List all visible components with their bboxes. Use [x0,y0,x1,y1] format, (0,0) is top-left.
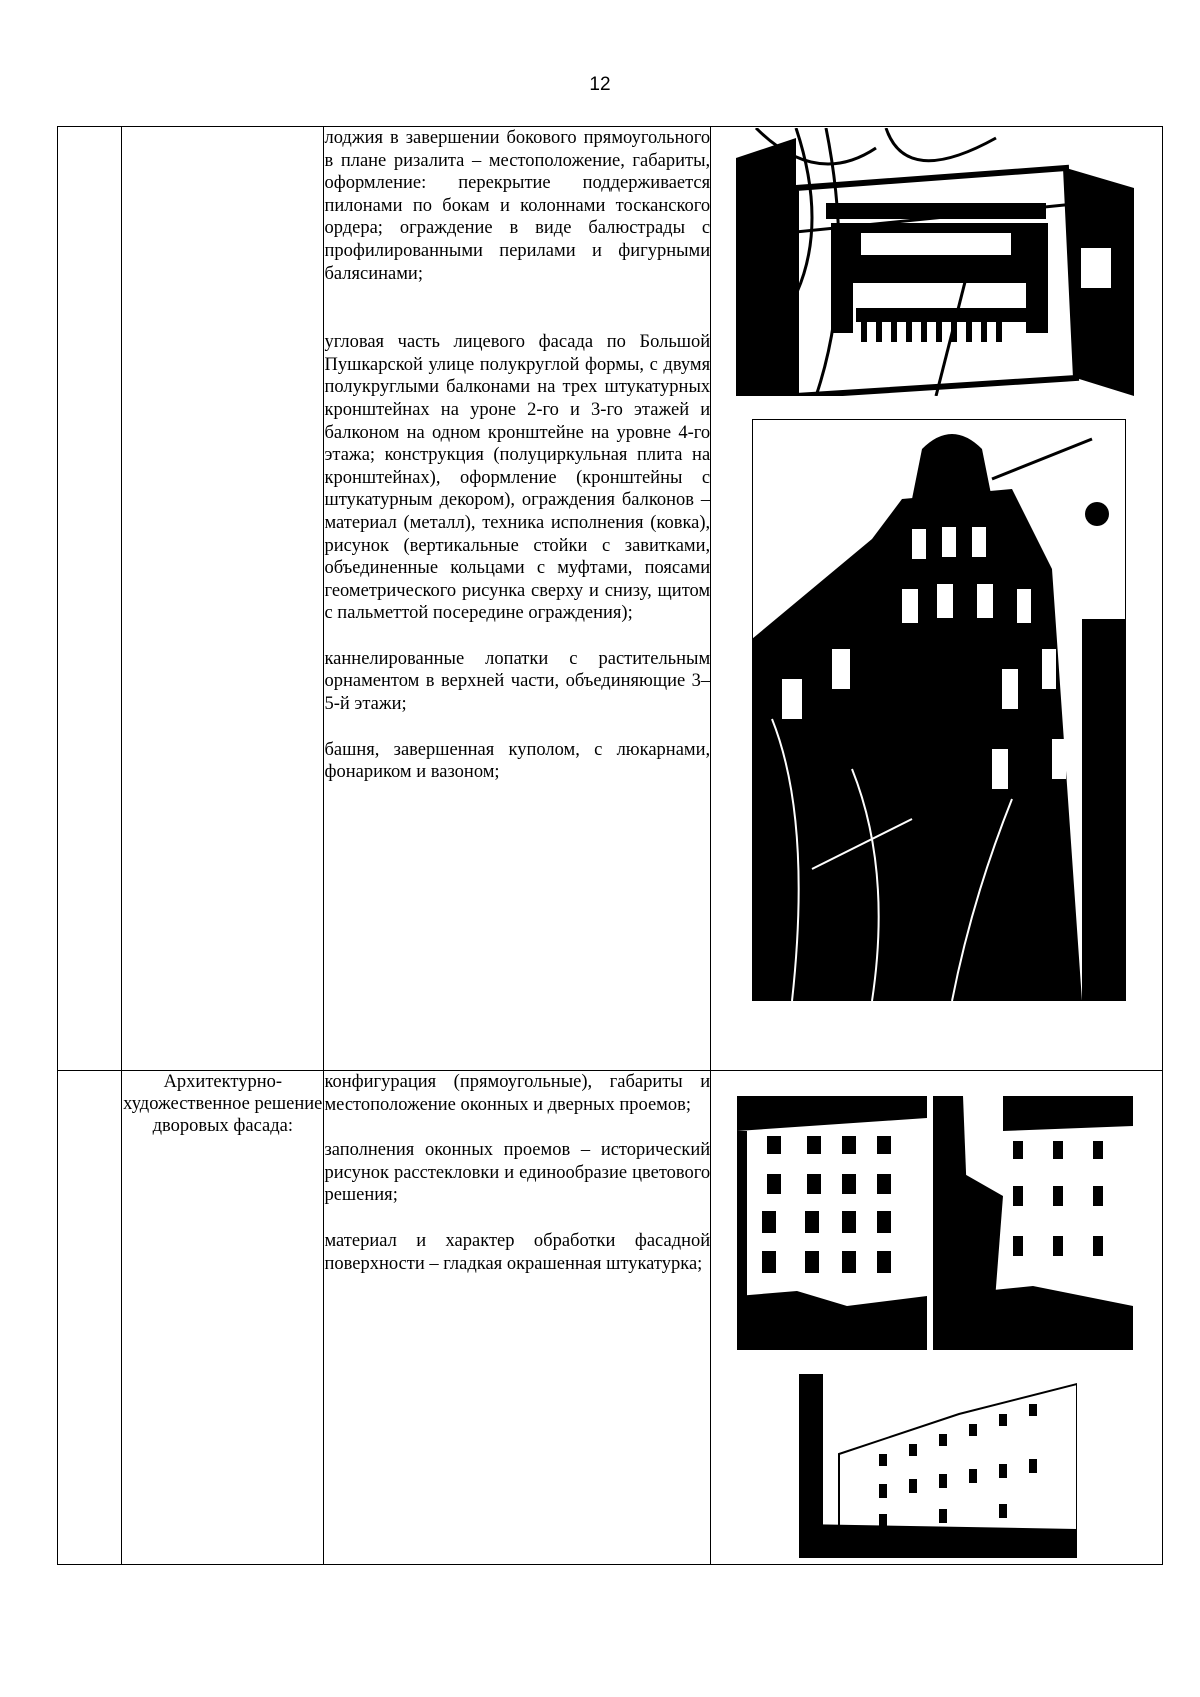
description-cell [324,127,711,1071]
number-cell [58,1071,122,1565]
element-name-cell: Архитектурно-художественное решение дворовых фасада: [122,1071,324,1565]
description-paragraph: каннелированные лопатки с растительным орнаментом в верхней части, объединяющие 3–5-й этажи; [324,648,711,715]
description-paragraph: угловая часть лицевого фасада по Большой Пушкарской улице полукруглой формы, с двумя полукруглыми балконами на трех штукатурных кронштейнах на уроне 2-го и 3-го этажей и балконом на одном кронштейне на уровне 4-го этажа; конструкция (полуциркульная плита на кронштейнах), оформление (кронштейны с штукатурным декором), ограждения балконов – материал (металл), техника исполнения (ковка), рисунок (вертикальные стойки с завитками, объединенные кольцами с муфтами, поясами геометрического рисунка сверху и снизу, щитом с пальметтой посередине ограждения); [324,332,711,624]
description-cell [324,1071,711,1565]
description-paragraph: башня, завершенная куполом, с люкарнами, фонариком и вазоном; [324,739,711,783]
number-cell [58,127,122,1071]
courtyard-photo-left [737,1096,927,1350]
loggia-photo [736,128,1134,396]
courtyard-photo-right [933,1096,1133,1350]
courtyard-photo-bottom [799,1374,1077,1558]
corner-facade-photo [752,419,1126,1001]
description-paragraph: лоджия в завершении бокового прямоугольного в плане ризалита – местоположение, габариты, оформление: перекрытие поддерживается пилонами по бокам и колоннами тосканского ордера; ограждение в виде балюстрады с профилированными перилами и фигурными балясинами; [324,128,711,284]
description-paragraph: конфигурация (прямоугольные), габариты и местоположение оконных и дверных проемов; [324,1072,711,1115]
description-paragraph: материал и характер обработки фасадной поверхности – гладкая окрашенная штукатурка; [324,1230,711,1274]
element-name-cell [122,127,324,1071]
page-number: 12 [589,74,611,95]
description-paragraph: заполнения оконных проемов – исторический рисунок расстекловки и единообразие цветового решения; [324,1140,711,1206]
